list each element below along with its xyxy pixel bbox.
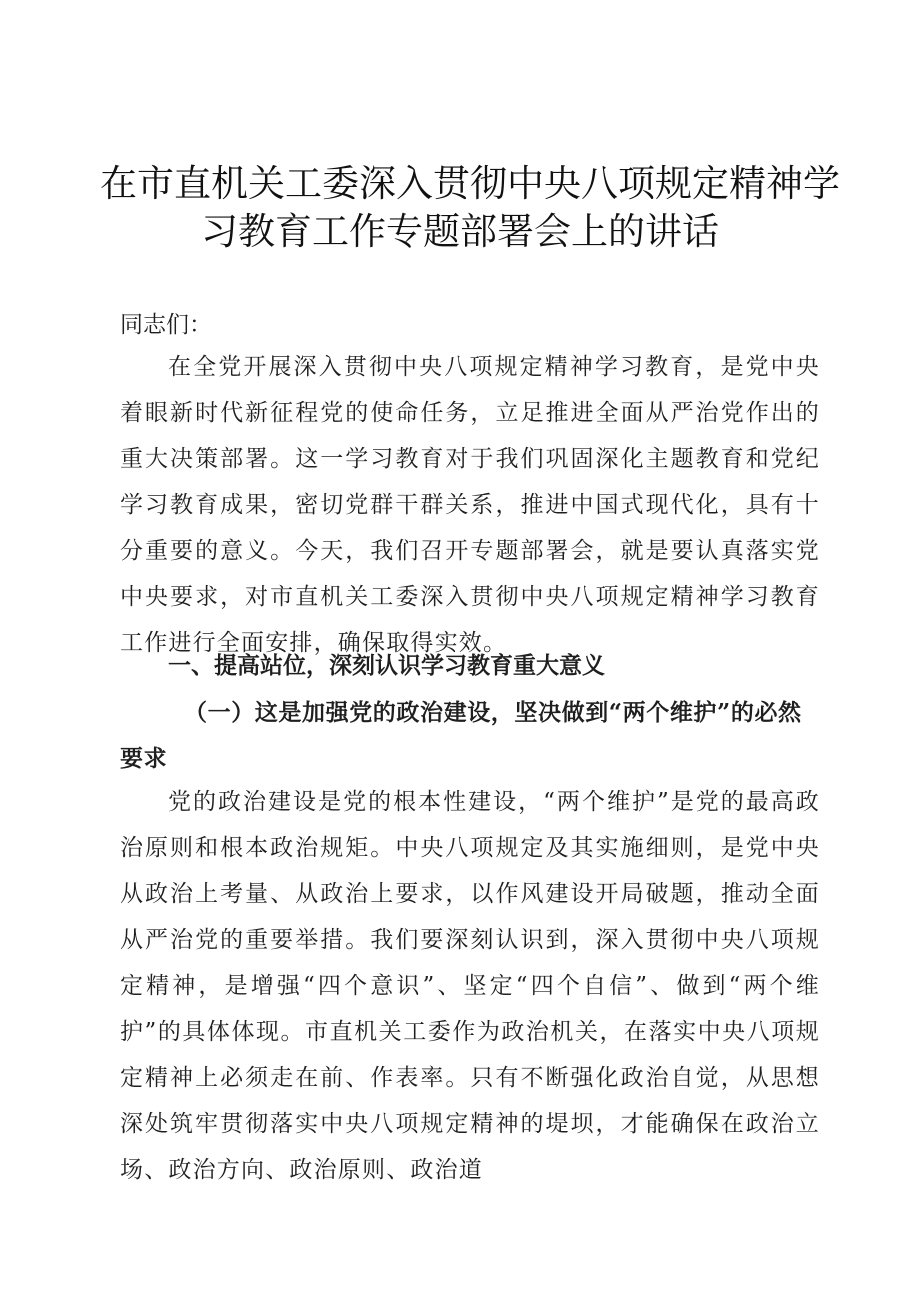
document-title-line-2: 习教育工作专题部署会上的讲话 [201,210,719,253]
document-title-line-1: 在市直机关工委深入贯彻中央八项规定精神学 [100,162,840,205]
paragraph-intro: 在全党开展深入贯彻中央八项规定精神学习教育，是党中央着眼新时代新征程党的使命任务，立足推进全面从严治党作出的重大决策部署。这一学习教育对于我们巩固深化主题教育和党纪学习教育成果，密切党群干群关系，推进中国式现代化，具有十分重要的意义。今天，我们召开专题部署会，就是要认真落实党中央要求，对市直机关工委深入贯彻中央八项规定精神学习教育工作进行全面安排，确保取得实效。 [120,354,820,656]
paragraph-political-construction: 党的政治建设是党的根本性建设，“两个维护”是党的最高政治原则和根本政治规矩。中央八项规定及其实施细则，是党中央从政治上考量、从政治上要求，以作风建设开局破题，推动全面从严治党的重要举措。我们要深刻认识到，深入贯彻中央八项规定精神，是增强“四个意识”、坚定“四个自信”、做到“两个维护”的具体体现。市直机关工委作为政治机关，在落实中央八项规定精神上必须走在前、作表率。只有不断强化政治自觉，从思想深处筑牢贯彻落实中央八项规定精神的堤坝，才能确保在政治立场、政治方向、政治原则、政治道 [120,789,820,1183]
subsection-heading-1: （一）这是加强党的政治建设，坚决做到“两个维护”的必然要求 [120,699,802,772]
salutation: 同志们： [120,312,212,338]
section-heading-1: 一、提高站位，深刻认识学习教育重大意义 [168,652,605,679]
